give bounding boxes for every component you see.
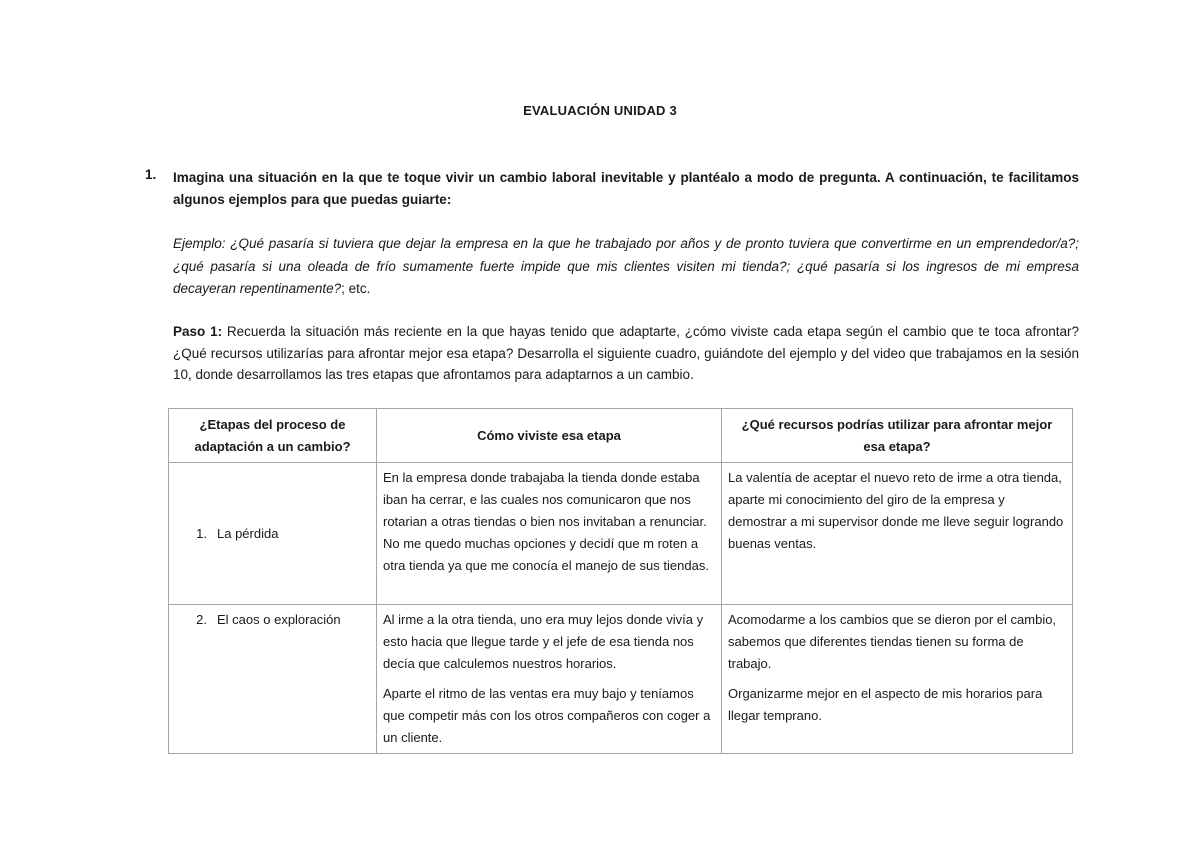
stage-cell <box>169 605 377 754</box>
table-row <box>169 605 1073 754</box>
resources-text: La valentía de aceptar el nuevo reto de irme a otra tienda, aparte mi conocimiento del giro de la empresa y demostrar a mi supervisor donde me lleve seguir logrando buenas ventas. <box>728 470 1064 551</box>
header-stages: ¿Etapas del proceso de adaptación a un cambio? <box>169 409 377 463</box>
resources-text-2: Organizarme mejor en el aspecto de mis horarios para llegar temprano. <box>728 686 1043 723</box>
header-resources: ¿Qué recursos podrías utilizar para afrontar mejor esa etapa? <box>722 409 1073 463</box>
lived-text: En la empresa donde trabajaba la tienda donde estaba iban ha cerrar, e las cuales nos comunicaron que nos rotarian a otras tiendas o bien nos invitaban a renunciar. No me quedo muchas opciones y decidí que m roten a otra tienda ya que me conocía el manejo de sus tiendas. <box>383 470 709 573</box>
lived-cell <box>377 605 722 754</box>
stage-cell <box>169 463 377 605</box>
step-text: Recuerda la situación más reciente en la que hayas tenido que adaptarte, ¿cómo viviste cada etapa según el cambio que te toca afrontar? ¿Qué recursos utilizarías para afrontar mejor esa etapa? Desarrolla el siguiente cuadro, guiándote del ejemplo y del video que trabajamos en la sesión 10, donde desarrollamos las tres etapas que afrontamos para adaptarnos a un cambio. <box>173 324 1079 382</box>
example-paragraph <box>173 233 1079 301</box>
table-header-row <box>169 409 1073 463</box>
adaptation-table <box>168 408 1073 754</box>
resources-cell <box>722 463 1073 605</box>
lived-text-2: Aparte el ritmo de las ventas era muy bajo y teníamos que competir más con los otros compañeros con coger a un cliente. <box>383 686 711 745</box>
stage-number: 1. <box>196 525 207 541</box>
stage-number: 2. <box>196 612 207 627</box>
stage-label: La pérdida <box>217 525 279 541</box>
stage-label: El caos o exploración <box>217 612 341 627</box>
lived-cell <box>377 463 722 605</box>
resources-cell <box>722 605 1073 754</box>
table-row <box>169 463 1073 605</box>
example-text: Ejemplo: ¿Qué pasaría si tuviera que dejar la empresa en la que he trabajado por años y de pronto tuviera que convertirme en un emprendedor/a?; ¿qué pasaría si una oleada de frío sumamente fuerte impide que mis clientes visiten mi tienda?; ¿qué pasaría si los ingresos de mi empresa decayeran repentinamente? <box>173 236 1079 296</box>
question-number: 1. <box>145 167 157 182</box>
example-suffix: ; etc. <box>341 281 371 296</box>
question-text: Imagina una situación en la que te toque vivir un cambio laboral inevitable y plantéalo a modo de pregunta. A continuación, te facilitamos algunos ejemplos para que puedas guiarte: <box>173 170 1079 207</box>
document-title: EVALUACIÓN UNIDAD 3 <box>523 103 677 118</box>
header-lived: Cómo viviste esa etapa <box>377 409 722 463</box>
step-label: Paso 1: <box>173 324 223 339</box>
step-paragraph <box>173 321 1079 386</box>
lived-text: Al irme a la otra tienda, uno era muy lejos donde vivía y esto hacia que llegue tarde y el jefe de esa tienda nos decía que calculemos nuestros horarios. <box>383 612 704 671</box>
resources-text: Acomodarme a los cambios que se dieron por el cambio, sabemos que diferentes tiendas tienen su forma de trabajo. <box>728 612 1057 671</box>
